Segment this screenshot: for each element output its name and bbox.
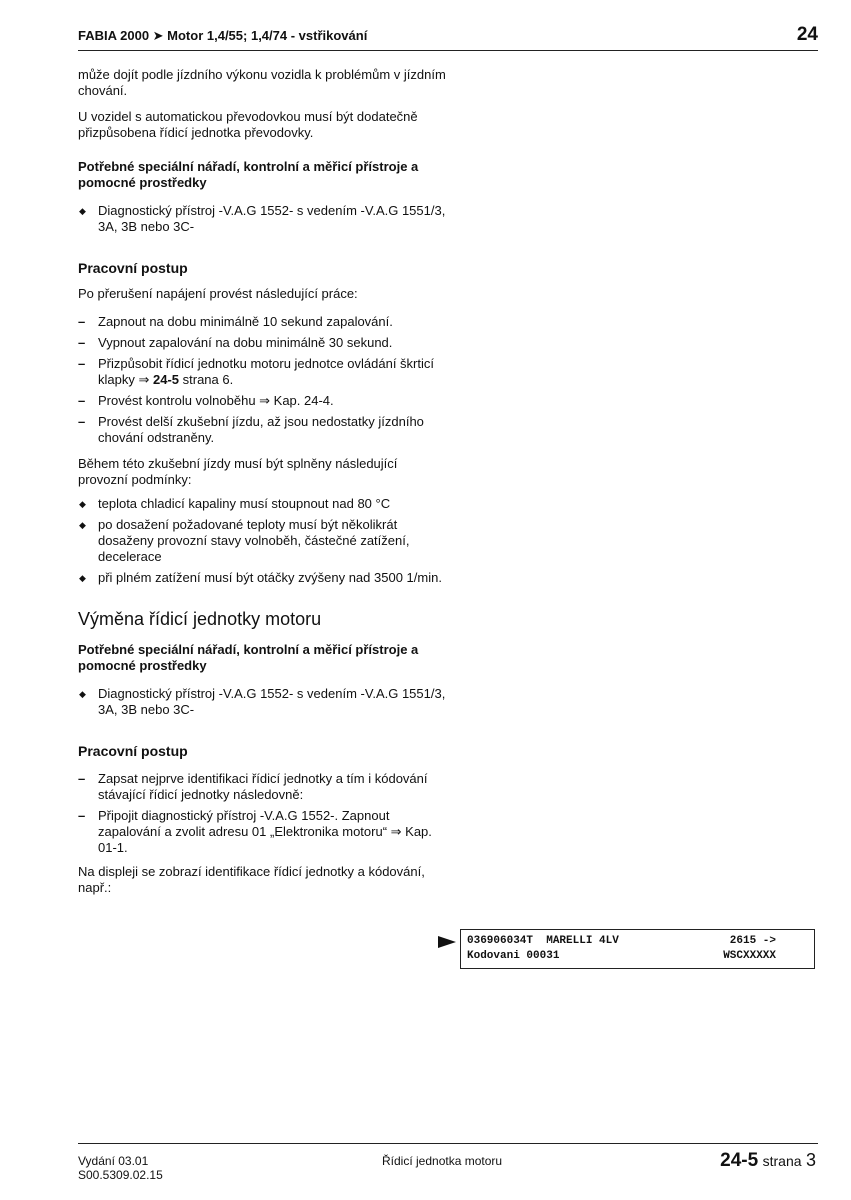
procedure-intro: Po přerušení napájení provést následující práce: bbox=[78, 286, 358, 301]
footer-doc-code: S00.5309.02.15 bbox=[78, 1168, 163, 1182]
bullet-diamond-icon: ◆ bbox=[79, 206, 86, 216]
step-text: Provést kontrolu volnoběhu ⇒ Kap. 24-4. bbox=[98, 393, 334, 408]
tools-item-text: Diagnostický přístroj -V.A.G 1552- s vedením -V.A.G 1551/3, 3A, 3B nebo 3C- bbox=[98, 203, 446, 234]
bullet-diamond-icon: ◆ bbox=[79, 573, 86, 583]
dash-bullet-icon: – bbox=[78, 314, 86, 329]
step-text: Vypnout zapalování na dobu minimálně 30 sekund. bbox=[98, 335, 393, 350]
dash-bullet-icon: – bbox=[78, 771, 86, 786]
dash-bullet-icon: – bbox=[78, 414, 86, 429]
tools-heading: Potřebné speciální nářadí, kontrolní a měřicí přístroje a pomocné prostředky bbox=[78, 642, 419, 673]
footer-edition: Vydání 03.01 bbox=[78, 1154, 149, 1168]
step-text: Zapnout na dobu minimálně 10 sekund zapalování. bbox=[98, 314, 393, 329]
step-text: Provést delší zkušební jízdu, až jsou nedostatky jízdního chování odstraněny. bbox=[98, 414, 424, 445]
condition-text: při plném zatížení musí být otáčky zvýšeny nad 3500 1/min. bbox=[98, 570, 442, 585]
condition-item bbox=[78, 517, 446, 565]
diagnostic-display bbox=[460, 929, 815, 969]
tools-item-text: Diagnostický přístroj -V.A.G 1552- s vedením -V.A.G 1551/3, 3A, 3B nebo 3C- bbox=[98, 686, 446, 717]
step-text: Přizpůsobit řídicí jednotku motoru jednotce ovládání škrticí klapky ⇒ bbox=[98, 356, 435, 387]
condition-text: teplota chladicí kapaliny musí stoupnout nad 80 °C bbox=[98, 496, 391, 511]
display-line bbox=[467, 949, 814, 964]
procedure-step bbox=[78, 771, 446, 803]
footer-page-number: 3 bbox=[805, 1150, 816, 1170]
display-ident-right: 2615 -> bbox=[729, 935, 776, 947]
display-ident: 036906034T MARELLI 4LV bbox=[467, 935, 619, 947]
footer-title: Řídicí jednotka motoru bbox=[382, 1154, 503, 1168]
footer-page-ref bbox=[720, 1150, 816, 1172]
display-coding-right: WSCXXXXX bbox=[723, 950, 776, 962]
section-title: Výměna řídicí jednotky motoru bbox=[78, 609, 322, 629]
procedure-step bbox=[78, 808, 446, 856]
tools-list-item bbox=[78, 203, 446, 235]
footer-divider bbox=[78, 1143, 818, 1144]
display-line bbox=[467, 934, 814, 949]
page-header bbox=[78, 26, 818, 51]
step-reference-tail: strana 6. bbox=[182, 372, 234, 387]
display-intro: Na displeji se zobrazí identifikace řídicí jednotky a kódování, např.: bbox=[78, 864, 425, 895]
step-reference: 24-5 bbox=[152, 372, 180, 387]
bullet-diamond-icon: ◆ bbox=[79, 520, 86, 530]
bullet-diamond-icon: ◆ bbox=[79, 689, 86, 699]
footer-section-code: 24-5 bbox=[720, 1150, 759, 1171]
step-text: Připojit diagnostický přístroj -V.A.G 1552-. Zapnout zapalování a zvolit adresu 01 „Elektronika motoru“ ⇒ Kap. 01-1. bbox=[98, 808, 432, 855]
condition-text: po dosažení požadované teploty musí být několikrát dosaženy provozní stavy volnoběh, částečné zatížení, decelerace bbox=[98, 517, 410, 564]
procedure-step bbox=[78, 314, 446, 330]
tools-list-item bbox=[78, 686, 446, 718]
dash-bullet-icon: – bbox=[78, 356, 86, 371]
bullet-diamond-icon: ◆ bbox=[79, 499, 86, 509]
dash-bullet-icon: – bbox=[78, 393, 86, 408]
condition-item bbox=[78, 496, 446, 512]
procedure-heading: Pracovní postup bbox=[78, 260, 188, 276]
condition-item bbox=[78, 570, 446, 586]
footer-page-label: strana bbox=[762, 1153, 802, 1169]
step-text: Zapsat nejprve identifikaci řídicí jednotky a tím i kódování stávající řídicí jednotky následovně: bbox=[98, 771, 428, 802]
header-title: FABIA 2000 ➤ Motor 1,4/55; 1,4/74 - vstřikování bbox=[78, 28, 368, 43]
conditions-intro: Během této zkušební jízdy musí být splněny následující provozní podmínky: bbox=[78, 456, 398, 487]
procedure-step bbox=[78, 356, 446, 388]
dash-bullet-icon: – bbox=[78, 335, 86, 350]
dash-bullet-icon: – bbox=[78, 808, 86, 823]
procedure-step bbox=[78, 335, 446, 351]
pointer-arrow-icon bbox=[438, 935, 456, 949]
procedure-step bbox=[78, 414, 446, 446]
main-column bbox=[78, 67, 446, 896]
intro-paragraph-1: může dojít podle jízdního výkonu vozidla k problémům v jízdním chování. bbox=[78, 67, 446, 98]
procedure-heading: Pracovní postup bbox=[78, 743, 188, 759]
tools-heading: Potřebné speciální nářadí, kontrolní a měřicí přístroje a pomocné prostředky bbox=[78, 159, 419, 190]
procedure-step bbox=[78, 393, 446, 409]
display-coding: Kodovani 00031 bbox=[467, 950, 560, 962]
chapter-number: 24 bbox=[796, 24, 818, 45]
intro-paragraph-2: U vozidel s automatickou převodovkou musí být dodatečně přizpůsobena řídicí jednotka převodovky. bbox=[78, 109, 418, 140]
footer-edition-block bbox=[78, 1154, 163, 1182]
